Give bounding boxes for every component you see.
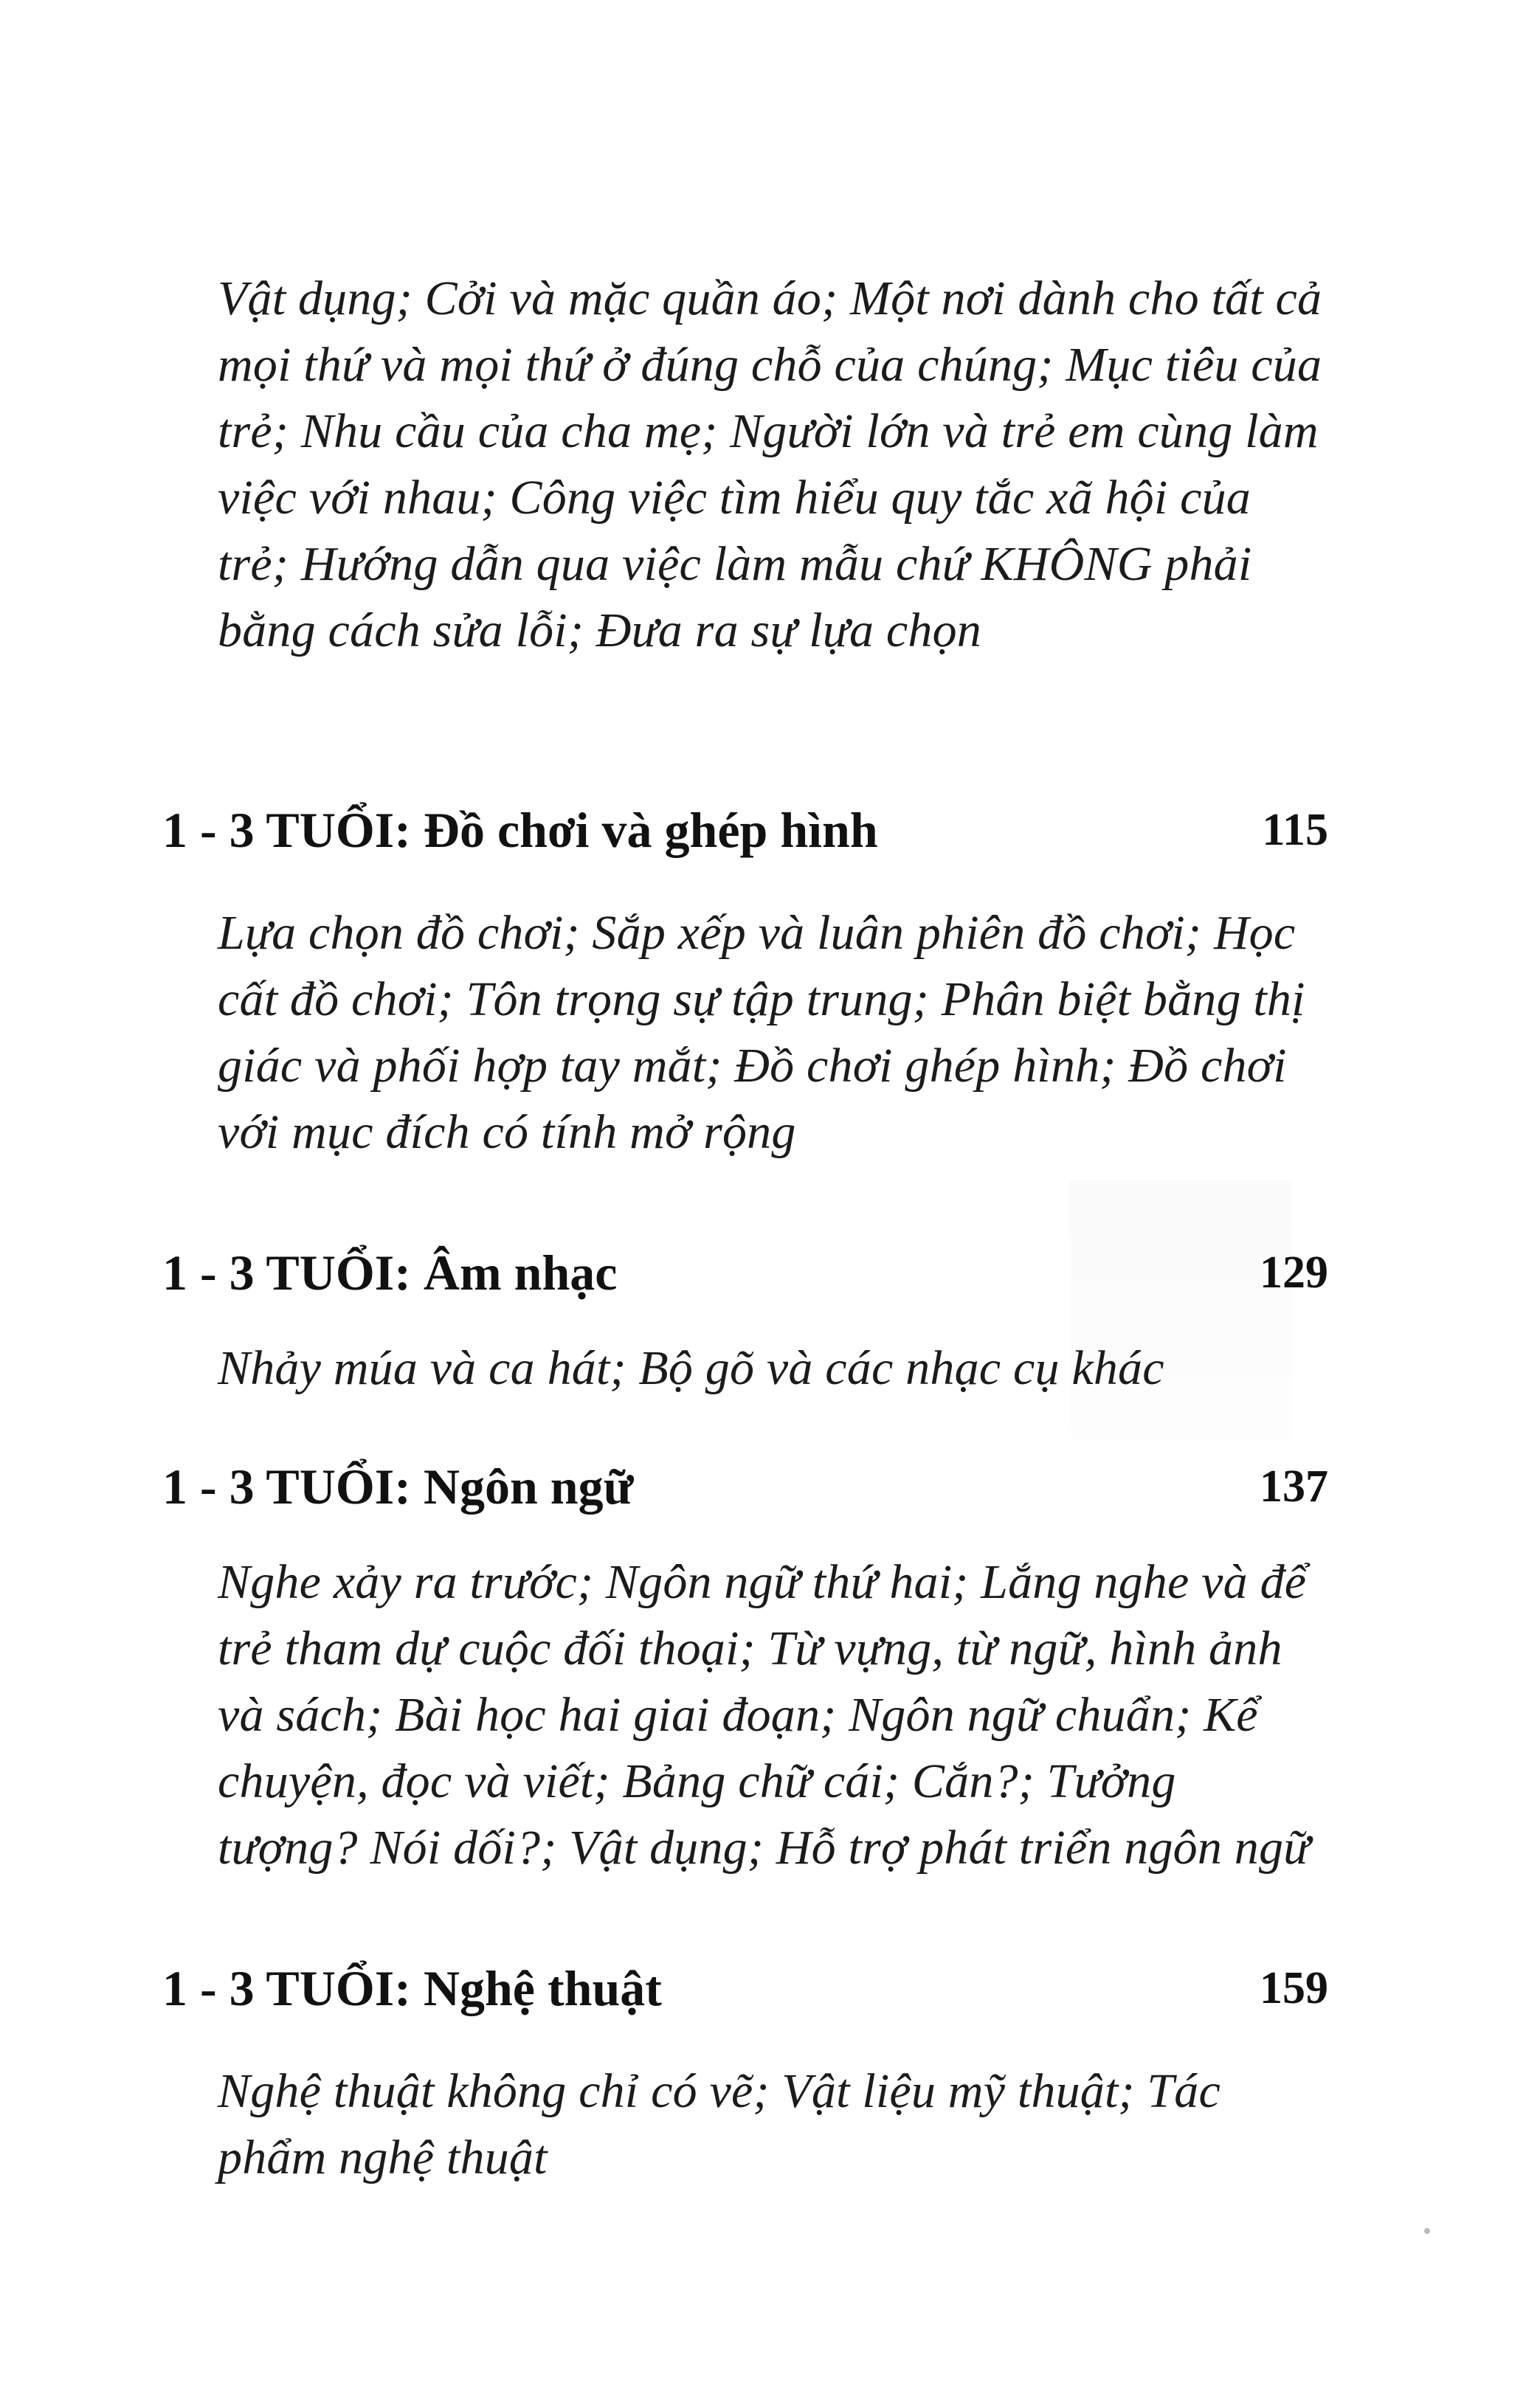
- section-description: Lựa chọn đồ chơi; Sắp xếp và luân phiên đồ chơi; Học cất đồ chơi; Tôn trọng sự tập trung; Phân biệt bằng thị giác và phối hợp tay mắt; Đồ chơi ghép hình; Đồ chơi với mục đích có tính mở rộng: [218, 906, 1305, 1159]
- intro-description: Vật dụng; Cởi và mặc quần áo; Một nơi dành cho tất cả mọi thứ và mọi thứ ở đúng chỗ của chúng; Mục tiêu của trẻ; Nhu cầu của cha mẹ; Người lớn và trẻ em cùng làm việc với nhau; Công việc tìm hiểu quy tắc xã hội của trẻ; Hướng dẫn qua việc làm mẫu chứ KHÔNG phải bằng cách sửa lỗi; Đưa ra sự lựa chọn: [218, 271, 1322, 657]
- toc-heading-art[interactable]: [162, 1955, 1328, 2021]
- section-title: 1 - 3 TUỔI: Âm nhạc: [162, 1245, 618, 1301]
- section-title: 1 - 3 TUỔI: Nghệ thuật: [162, 1960, 662, 2016]
- scan-speck: [1424, 2228, 1430, 2234]
- section-description: Nhảy múa và ca hát; Bộ gõ và các nhạc cụ khác: [218, 1341, 1164, 1395]
- toc-heading-toys[interactable]: [162, 797, 1328, 863]
- page-number: 129: [1260, 1248, 1328, 1298]
- toc-heading-language[interactable]: [162, 1453, 1328, 1520]
- section-description: Nghe xảy ra trước; Ngôn ngữ thứ hai; Lắng nghe và để trẻ tham dự cuộc đối thoại; Từ vựng, từ ngữ, hình ảnh và sách; Bài học hai giai đoạn; Ngôn ngữ chuẩn; Kể chuyện, đọc và viết; Bảng chữ cái; Cắn?; Tưởng tượng? Nói dối?; Vật dụng; Hỗ trợ phát triển ngôn ngữ: [218, 1555, 1311, 1875]
- section-title: 1 - 3 TUỔI: Ngôn ngữ: [162, 1459, 634, 1515]
- toc-heading-music[interactable]: [162, 1239, 1328, 1306]
- page-number: 159: [1260, 1963, 1328, 2013]
- page-number: 137: [1260, 1461, 1328, 1512]
- page-number: 115: [1262, 805, 1328, 855]
- section-description: Nghệ thuật không chỉ có vẽ; Vật liệu mỹ thuật; Tác phẩm nghệ thuật: [218, 2064, 1221, 2184]
- section-title: 1 - 3 TUỔI: Đồ chơi và ghép hình: [162, 802, 878, 858]
